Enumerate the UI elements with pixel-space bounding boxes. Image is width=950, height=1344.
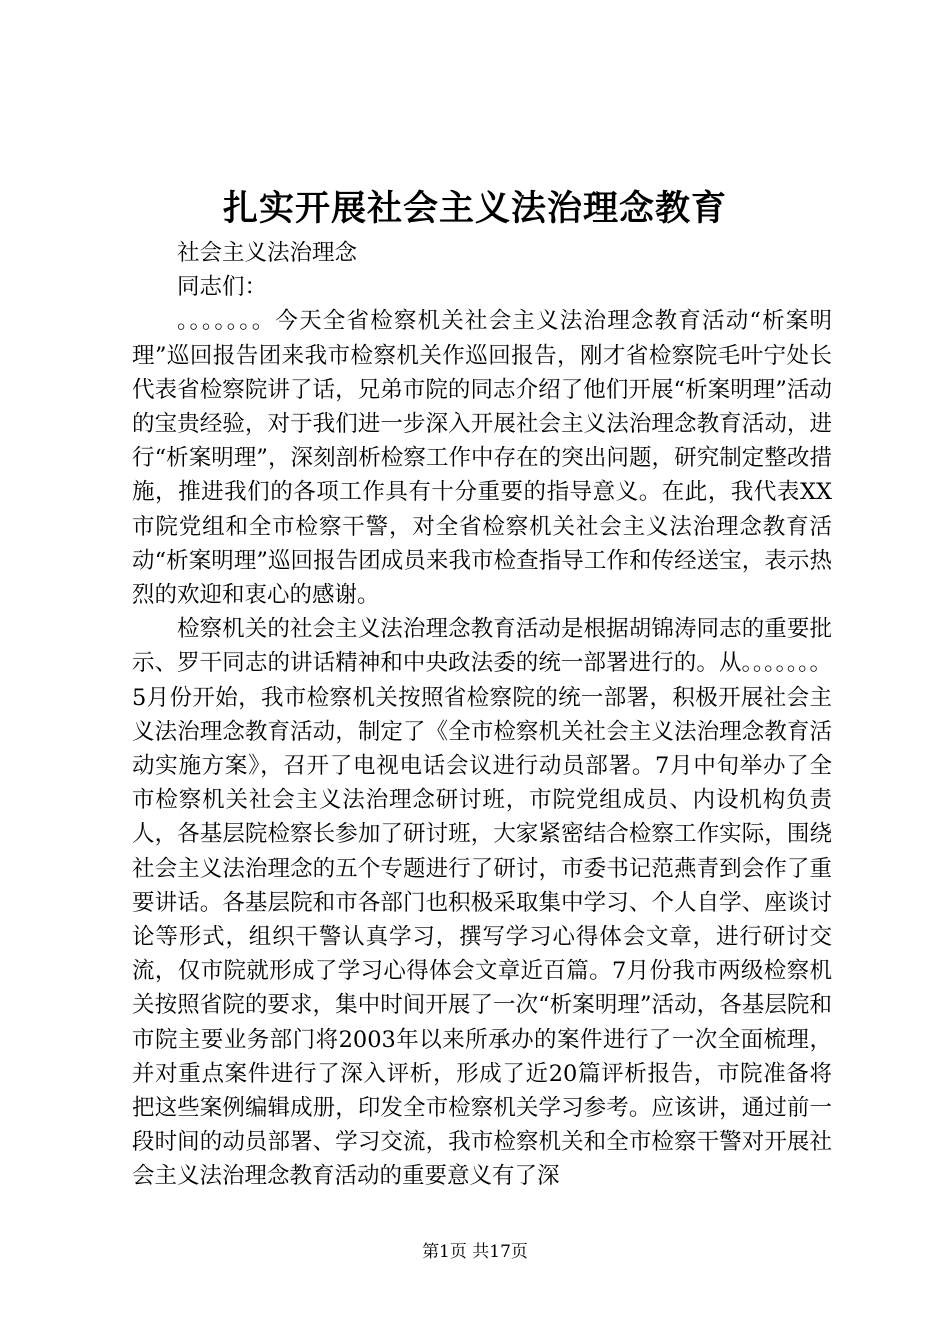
paragraph-2: 检察机关的社会主义法治理念教育活动是根据胡锦涛同志的重要批示、罗干同志的讲话精神和中央政法委的统一部署进行的。从。。。。。。。5月份开始，我市检察机关按照省检察院的统一部署，积极开展社会主义法治理念教育活动，制定了《全市检察机关社会主义法治理念教育活动实施方案》，召开了电视电话会议进行动员部署。7月中旬举办了全市检察机关社会主义法治理念研讨班，市院党组成员、内设机构负责人，各基层院检察长参加了研讨班，大家紧密结合检察工作实际，围绕社会主义法治理念的五个专题进行了研讨，市委书记范燕青到会作了重要讲话。各基层院和市各部门也积极采取集中学习、个人自学、座谈讨论等形式，组织干警认真学习，撰写学习心得体会文章，进行研讨交流，仅市院就形成了学习心得体会文章近百篇。7月份我市两级检察机关按照省院的要求，集中时间开展了一次“析案明理”活动，各基层院和市院主要业务部门将2003年以来所承办的案件进行了一次全面梳理，并对重点案件进行了深入评析，形成了近20篇评析报告，市院准备将把这些案例编辑成册，印发全市检察机关学习参考。应该讲，通过前一段时间的动员部署、学习交流，我市检察机关和全市检察干警对开展社会主义法治理念教育活动的重要意义有了深 (132, 616, 832, 1190)
subtitle: 社会主义法治理念 (177, 240, 358, 266)
page-footer (0, 1240, 950, 1264)
page-number: 第1页 (422, 1242, 467, 1262)
page-total: 共17页 (472, 1242, 528, 1262)
document-title: 扎实开展社会主义法治理念教育 (222, 188, 727, 229)
document-body (132, 236, 832, 1194)
paragraph-1: 。。。。。。。今天全省检察机关社会主义法治理念教育活动“析案明理”巡回报告团来我市检察机关作巡回报告，刚才省检察院毛叶宁处长代表省检察院讲了话，兄弟市院的同志介绍了他们开展“析案明理”活动的宝贵经验，对于我们进一步深入开展社会主义法治理念教育活动，进行“析案明理”，深刻剖析检察工作中存在的突出问题，研究制定整改措施，推进我们的各项工作具有十分重要的指导意义。在此，我代表XX市院党组和全市检察干警，对全省检察机关社会主义法治理念教育活动“析案明理”巡回报告团成员来我市检查指导工作和传经送宝，表示热烈的欢迎和衷心的感谢。 (132, 308, 832, 609)
salutation: 同志们： (177, 274, 268, 301)
